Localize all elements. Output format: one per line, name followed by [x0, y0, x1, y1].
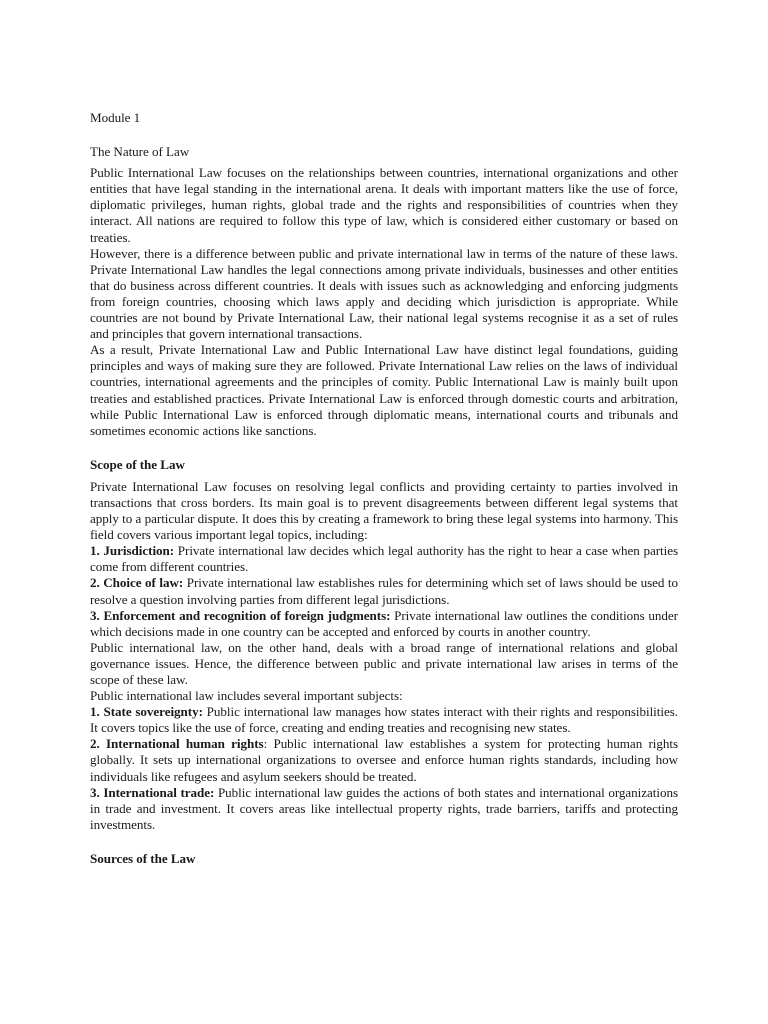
section-title-nature: The Nature of Law: [90, 144, 190, 160]
section-heading-sources: Sources of the Law: [90, 850, 196, 866]
list-item-choice-of-law: [90, 575, 678, 607]
list-item-label: 3. Enforcement and recognition of foreign judgments:: [90, 607, 391, 623]
list-item-state-sovereignty: [90, 704, 678, 736]
list-item-label: 1. Jurisdiction:: [90, 543, 175, 559]
list-item-text: Public international law guides the actions of both states and international organizations in trade and investment. It covers areas like intellectual property rights, trade barriers, tariffs and protecting investments.: [90, 784, 679, 832]
list-item-text: Private international law establishes rules for determining which set of laws should be used to resolve a question involving parties from different legal jurisdictions.: [90, 575, 678, 607]
list-item-jurisdiction: [90, 543, 678, 575]
list-item-label: 1. State sovereignty:: [90, 704, 203, 720]
nature-paragraph-2: However, there is a difference between public and private international law in terms of the nature of these laws. Private International Law handles the legal connections among private individuals, businesses and other entities that do business across different countries. It deals with issues such as acknowledging and enforcing judgments from foreign countries, choosing which laws apply and deciding which jurisdiction is appropriate. While countries are not bound by Private International Law, their national legal systems recognise it as a set of rules and principles that govern international transactions.: [90, 245, 678, 342]
list-item-text: : Public international law establishes a system for protecting human rights globally. It sets up international organizations to oversee and enforce human rights standards, including how individuals like refugees and asylum seekers should be treated.: [90, 736, 678, 784]
list-item-text: Public international law manages how states interact with their rights and responsibilities. It covers topics like the use of force, creating and ending treaties and recognising new states.: [90, 704, 678, 736]
list-item-international-trade: [90, 785, 678, 833]
list-item-label: 2. Choice of law:: [90, 575, 184, 591]
list-item-label: 3. International trade:: [90, 784, 215, 800]
public-law-paragraph: Public international law, on the other hand, deals with a broad range of international relations and global governance issues. Hence, the difference between public and private international law arises in terms of the scope of these law.: [90, 639, 678, 687]
public-law-intro: Public international law includes several important subjects:: [90, 688, 403, 704]
list-item-text: Private international law outlines the conditions under which decisions made in one country can be accepted and enforced by courts in another country.: [90, 607, 678, 639]
list-item-enforcement: [90, 608, 678, 640]
scope-intro-paragraph: Private International Law focuses on resolving legal conflicts and providing certainty to parties involved in transactions that cross borders. Its main goal is to prevent disagreements between different legal systems that apply to a particular dispute. It does this by creating a framework to bring these legal systems into harmony. This field covers various important legal topics, including:: [90, 478, 678, 543]
list-item-human-rights: [90, 736, 678, 784]
list-item-label: 2. International human rights: [90, 736, 264, 752]
list-item-text: Private international law decides which legal authority has the right to hear a case when parties come from different countries.: [90, 543, 678, 575]
nature-paragraph-3: As a result, Private International Law and Public International Law have distinct legal foundations, guiding principles and ways of making sure they are followed. Private International Law relies on the laws of individual countries, international agreements and the principles of comity. Public International Law is mainly built upon treaties and established practices. Private International Law is enforced through domestic courts and arbitration, while Public International Law is enforced through diplomatic means, international courts and tribunals and sometimes economic actions like sanctions.: [90, 342, 678, 438]
section-heading-scope: Scope of the Law: [90, 456, 185, 472]
document-page: [90, 110, 678, 873]
nature-paragraph-1: Public International Law focuses on the relationships between countries, international organizations and other entities that have legal standing in the international arena. It deals with important matters like the use of force, diplomatic privileges, human rights, global trade and the rights and responsibilities of countries when they interact. All nations are required to follow this type of law, which is considered either customary or based on treaties.: [90, 165, 678, 245]
module-label: Module 1: [90, 110, 141, 125]
